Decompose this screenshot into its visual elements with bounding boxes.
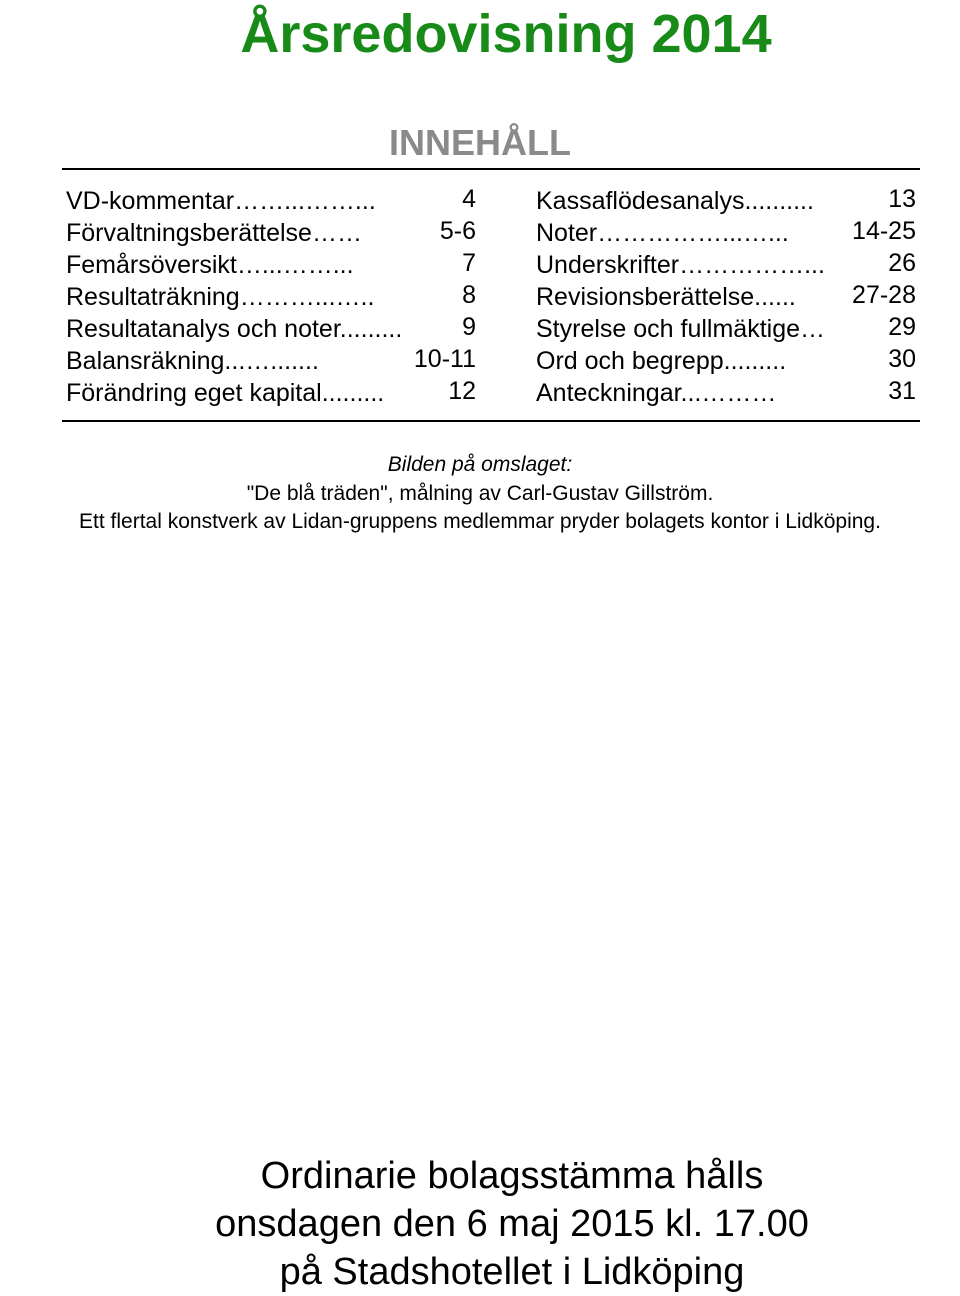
toc-entry-page: 12 xyxy=(448,377,476,405)
toc-entry-page: 10-11 xyxy=(413,345,476,373)
toc-entry-balansrakning[interactable] xyxy=(66,345,476,377)
toc-entry-label: Förvaltningsberättelse…… xyxy=(66,219,362,247)
meeting-announcement-line-3: på Stadshotellet i Lidköping xyxy=(279,1251,745,1293)
toc-entry-page: 9 xyxy=(462,313,476,341)
toc-entry-anteckningar[interactable] xyxy=(536,377,916,409)
toc-entry-noter[interactable] xyxy=(536,217,916,249)
toc-heading: INNEHÅLL xyxy=(389,122,571,163)
toc-entry-resultatrakning[interactable] xyxy=(66,281,476,313)
toc-entry-label: Underskrifter……………... xyxy=(536,251,825,279)
toc-top-divider xyxy=(62,168,920,170)
cover-caption-artwork: "De blå träden", målning av Carl-Gustav Gillström. xyxy=(246,482,714,505)
toc-entry-page: 14-25 xyxy=(852,217,916,245)
toc-entry-page: 30 xyxy=(888,345,916,373)
toc-entry-label: Femårsöversikt…...……... xyxy=(66,251,354,279)
toc-bottom-divider xyxy=(62,420,920,422)
toc-entry-label: Noter……………...…... xyxy=(536,219,789,247)
meeting-announcement-line-2: onsdagen den 6 maj 2015 kl. 17.00 xyxy=(215,1203,809,1245)
toc-entry-page: 5-6 xyxy=(439,217,476,245)
toc-entry-label: Förändring eget kapital......... xyxy=(66,379,385,407)
meeting-announcement-line-1: Ordinarie bolagsstämma hålls xyxy=(260,1155,764,1197)
toc-entry-femarsoversikt[interactable] xyxy=(66,249,476,281)
toc-entry-vd-kommentar[interactable] xyxy=(66,185,476,217)
toc-left-column xyxy=(66,185,476,409)
toc-entry-label: VD-kommentar……...……... xyxy=(66,187,376,215)
toc-entry-page: 4 xyxy=(462,185,476,213)
toc-entry-label: Resultaträkning………...….. xyxy=(66,283,375,311)
toc-right-column xyxy=(536,185,916,409)
toc-entry-revisionsberattelse[interactable] xyxy=(536,281,916,313)
toc-entry-label: Revisionsberättelse...... xyxy=(536,283,796,311)
toc-entry-label: Resultatanalys och noter......... xyxy=(66,315,403,343)
toc-entry-styrelse-och-fullmaktige[interactable] xyxy=(536,313,916,345)
toc-entry-label: Kassaflödesanalys.......... xyxy=(536,187,814,215)
toc-entry-page: 26 xyxy=(888,249,916,277)
toc-entry-page: 8 xyxy=(462,281,476,309)
toc-entry-label: Anteckningar...……… xyxy=(536,379,777,407)
toc-entry-forandring-eget-kapital[interactable] xyxy=(66,377,476,409)
cover-caption-heading: Bilden på omslaget: xyxy=(387,453,573,476)
toc-entry-page: 27-28 xyxy=(852,281,916,309)
toc-entry-page: 31 xyxy=(888,377,916,405)
toc-entry-ord-och-begrepp[interactable] xyxy=(536,345,916,377)
toc-entry-underskrifter[interactable] xyxy=(536,249,916,281)
toc-entry-page: 29 xyxy=(888,313,916,341)
toc-entry-page: 13 xyxy=(888,185,916,213)
toc-entry-label: Balansräkning...…....... xyxy=(66,347,319,375)
document-title: Årsredovisning 2014 xyxy=(240,4,772,64)
toc-entry-label: Styrelse och fullmäktige… xyxy=(536,315,826,343)
toc-entry-resultatanalys[interactable] xyxy=(66,313,476,345)
toc-entry-kassaflodesanalys[interactable] xyxy=(536,185,916,217)
toc-entry-forvaltningsberattelse[interactable] xyxy=(66,217,476,249)
toc-entry-label: Ord och begrepp......... xyxy=(536,347,787,375)
toc-entry-page: 7 xyxy=(462,249,476,277)
cover-caption-note: Ett flertal konstverk av Lidan-gruppens medlemmar pryder bolagets kontor i Lidköping. xyxy=(79,510,881,533)
